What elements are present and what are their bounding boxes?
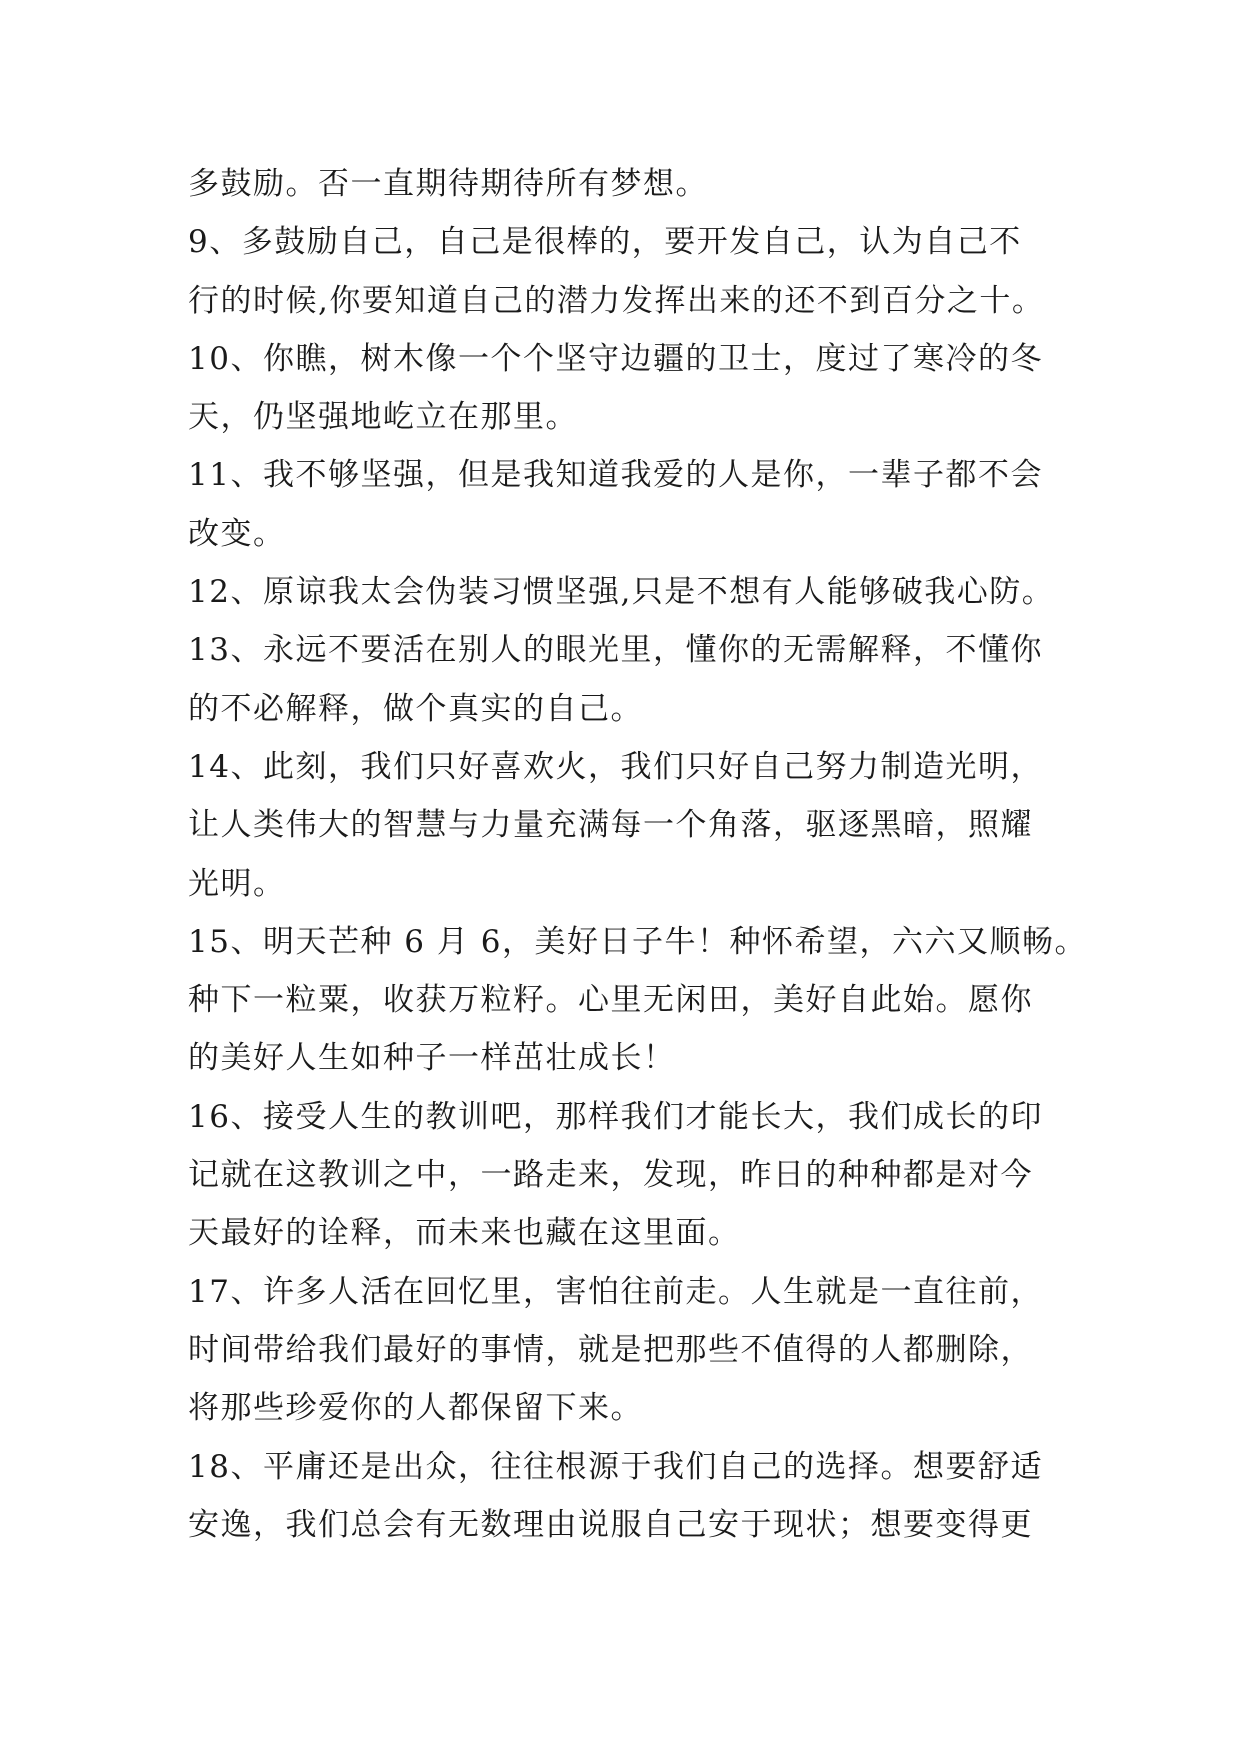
- text-line: 将那些珍爱你的人都保留下来。: [188, 1390, 643, 1427]
- text-line: 多鼓励。否一直期待期待所有梦想。: [188, 166, 708, 202]
- text-line: 18、平庸还是出众，往往根源于我们自己的选择。想要舒适: [188, 1448, 1043, 1485]
- text-line: 安逸，我们总会有无数理由说服自己安于现状；想要变得更: [188, 1506, 1033, 1543]
- text-line: 改变。: [188, 515, 286, 552]
- text-line: 15、明天芒种 6 月 6，美好日子牛！种怀希望，六六又顺畅。: [188, 923, 1087, 960]
- text-line: 行的时候,你要知道自己的潜力发挥出来的还不到百分之十。: [188, 282, 1045, 319]
- text-line: 让人类伟大的智慧与力量充满每一个角落，驱逐黑暗，照耀: [188, 807, 1033, 844]
- document-text: [188, 155, 1088, 1554]
- text-line: 13、永远不要活在别人的眼光里，懂你的无需解释，不懂你: [188, 632, 1043, 669]
- text-line: 的不必解释，做个真实的自己。: [188, 690, 643, 727]
- text-line: 9、多鼓励自己，自己是很棒的，要开发自己，认为自己不: [188, 224, 1022, 261]
- text-line: 光明。: [188, 865, 286, 902]
- text-line: 的美好人生如种子一样茁壮成长！: [188, 1040, 676, 1077]
- text-line: 14、此刻，我们只好喜欢火，我们只好自己努力制造光明，: [188, 748, 1043, 785]
- text-line: 12、原谅我太会伪装习惯坚强,只是不想有人能够破我心防。: [188, 574, 1055, 611]
- text-line: 11、我不够坚强，但是我知道我爱的人是你，一辈子都不会: [188, 457, 1043, 494]
- text-line: 16、接受人生的教训吧，那样我们才能长大，我们成长的印: [188, 1098, 1043, 1135]
- text-line: 天，仍坚强地屹立在那里。: [188, 399, 578, 436]
- text-line: 10、你瞧，树木像一个个坚守边疆的卫士，度过了寒冷的冬: [188, 340, 1043, 377]
- text-line: 时间带给我们最好的事情，就是把那些不值得的人都删除，: [188, 1331, 1033, 1368]
- text-line: 天最好的诠释，而未来也藏在这里面。: [188, 1215, 741, 1252]
- text-line: 记就在这教训之中，一路走来，发现，昨日的种种都是对今: [188, 1157, 1033, 1194]
- text-line: 种下一粒粟，收获万粒籽。心里无闲田，美好自此始。愿你: [188, 982, 1033, 1019]
- text-line: 17、许多人活在回忆里，害怕往前走。人生就是一直往前，: [188, 1273, 1043, 1310]
